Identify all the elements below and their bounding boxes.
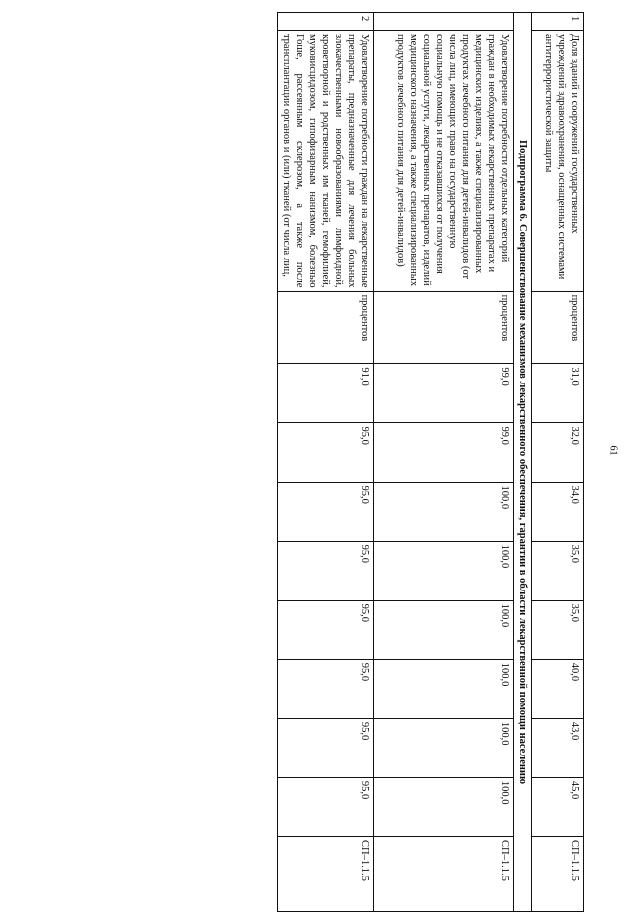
document-ref: СП–1.1.5: [278, 836, 374, 911]
value-cell: 100,0: [374, 777, 514, 836]
value-cell: 100,0: [374, 659, 514, 718]
value-cell: 99,0: [374, 364, 514, 423]
value-cell: 95,0: [278, 423, 374, 482]
value-cell: 43,0: [532, 718, 584, 777]
value-cell: 99,0: [374, 423, 514, 482]
table-row: [278, 13, 374, 912]
indicator-table: [277, 12, 584, 912]
value-cell: 45,0: [532, 777, 584, 836]
page-number: 61: [607, 445, 619, 456]
value-cell: 95,0: [278, 600, 374, 659]
value-cell: 35,0: [532, 600, 584, 659]
document-ref: СП–1.1.5: [532, 836, 584, 911]
unit-cell: процентов: [532, 291, 584, 364]
value-cell: 95,0: [278, 718, 374, 777]
value-cell: 34,0: [532, 482, 584, 541]
value-cell: 100,0: [374, 718, 514, 777]
row-number: 1: [532, 13, 584, 31]
value-cell: 32,0: [532, 423, 584, 482]
value-cell: 31,0: [532, 364, 584, 423]
table-row: [374, 13, 514, 912]
value-cell: 100,0: [374, 482, 514, 541]
value-cell: 95,0: [278, 777, 374, 836]
indicator-name: Удовлетворение потребности отдельных категорий граждан в необходимых лекарственных препаратах и медицинских изделиях, а также специализированных продуктах лечебного питания для детей-инвалидов (от числа лиц, имеющих право на государственную социальную помощь и не отказавшихся от получения социальной услуги, лекарственных препаратов, изделий медицинского назначения, а также специализированных продуктов лечебного питания для детей-инвалидов): [374, 30, 514, 291]
rotated-table-wrapper: [64, 12, 584, 912]
row-number: 2: [278, 13, 374, 31]
table-row: [532, 13, 584, 912]
section-row: [514, 13, 532, 912]
value-cell: 40,0: [532, 659, 584, 718]
section-title: Подпрограмма 6. Совершенствование механизмов лекарственного обеспечения, гарантии в области лекарственной помощи населению: [514, 13, 532, 912]
unit-cell: процентов: [374, 291, 514, 364]
value-cell: 95,0: [278, 659, 374, 718]
unit-cell: процентов: [278, 291, 374, 364]
value-cell: 100,0: [374, 600, 514, 659]
document-ref: СП–1.1.5: [374, 836, 514, 911]
indicator-name: Удовлетворение потребности граждан на лекарственные препараты, предназначенные для лечения больных злокачественными новообразованиями лимфоидной, кроветворной и родственных им тканей, гемофилией, муковисцидозом, гипофизарным нанизмом, болезнью Гоше, рассеянным склерозом, а также после трансплантации органов и (или) тканей (от числа лиц,: [278, 30, 374, 291]
value-cell: 35,0: [532, 541, 584, 600]
value-cell: 95,0: [278, 541, 374, 600]
value-cell: 91,0: [278, 364, 374, 423]
value-cell: 95,0: [278, 482, 374, 541]
value-cell: 100,0: [374, 541, 514, 600]
indicator-name: Доля зданий и сооружений государственных учреждений здравоохранения, оснащенных системами антитеррористической защиты: [532, 30, 584, 291]
row-number: [374, 13, 514, 31]
